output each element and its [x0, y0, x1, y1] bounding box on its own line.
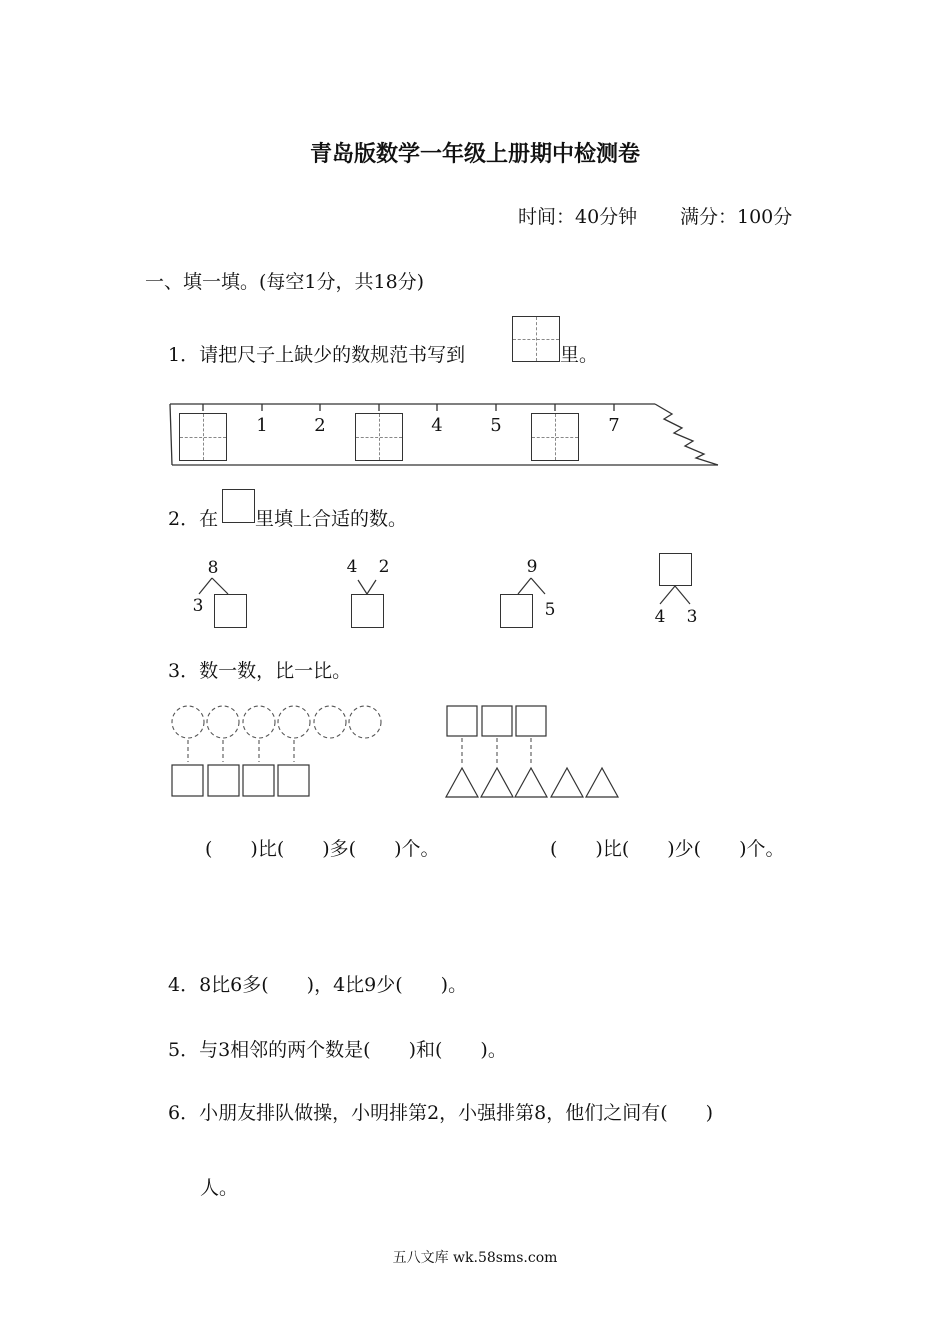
square-shape [447, 706, 477, 736]
q2-prompt: 2．在 [168, 508, 219, 530]
triangle-shape [481, 768, 513, 797]
bond-1-part: 3 [192, 596, 204, 616]
q6-text-line1[interactable]: 6．小朋友排队做操，小明排第2，小强排第8，他们之间有( ) [168, 1102, 714, 1124]
ruler-number-2: 2 [314, 415, 326, 436]
bond-4-part-a: 4 [654, 607, 666, 627]
q3-answer-left[interactable]: ( )比( )多( )个。 [205, 838, 440, 860]
circle-shape [314, 706, 346, 738]
q2-prompt-suffix: 里填上合适的数。 [255, 508, 408, 530]
ruler-number-1: 1 [256, 415, 268, 436]
circle-shape [243, 706, 275, 738]
square-shape [516, 706, 546, 736]
q3-answer-right[interactable]: ( )比( )少( )个。 [550, 838, 785, 860]
q6-text-line2: 人。 [200, 1177, 239, 1199]
circle-shape [278, 706, 310, 738]
square-shape [208, 765, 239, 796]
ruler-number-5: 5 [490, 415, 502, 436]
circle-shape [207, 706, 239, 738]
exam-time: 时间：40分钟 [518, 206, 638, 228]
page-title: 青岛版数学一年级上册期中检测卷 [309, 142, 640, 167]
bond-3-part: 5 [544, 600, 556, 620]
bond-1-total: 8 [207, 558, 219, 578]
bond-2-part-a: 4 [346, 557, 358, 577]
q5-text[interactable]: 5．与3相邻的两个数是( )和( )。 [168, 1039, 507, 1061]
circle-shape [349, 706, 381, 738]
square-shape [243, 765, 274, 796]
square-shape [172, 765, 203, 796]
bond-4-part-b: 3 [686, 607, 698, 627]
triangle-shape [446, 768, 478, 797]
q4-text[interactable]: 4．8比6多( )，4比9少( )。 [168, 974, 468, 996]
circle-shape [172, 706, 204, 738]
footer-source: 五八文库 wk.58sms.com [392, 1250, 558, 1266]
exam-full-score: 满分：100分 [680, 206, 793, 228]
triangle-shape [551, 768, 583, 797]
triangle-shape [515, 768, 547, 797]
q1-prompt-suffix: 里。 [560, 344, 599, 366]
section-1-heading: 一、填一填。(每空1分，共18分) [145, 271, 425, 293]
q3-prompt: 3．数一数，比一比。 [168, 660, 352, 682]
ruler-number-7: 7 [608, 415, 620, 436]
triangle-shape [586, 768, 618, 797]
q1-prompt: 1．请把尺子上缺少的数规范书写到 [168, 344, 466, 366]
bond-3-total: 9 [526, 557, 538, 577]
bond-2-part-b: 2 [378, 557, 390, 577]
square-shape [278, 765, 309, 796]
ruler-number-4: 4 [431, 415, 443, 436]
square-shape [482, 706, 512, 736]
